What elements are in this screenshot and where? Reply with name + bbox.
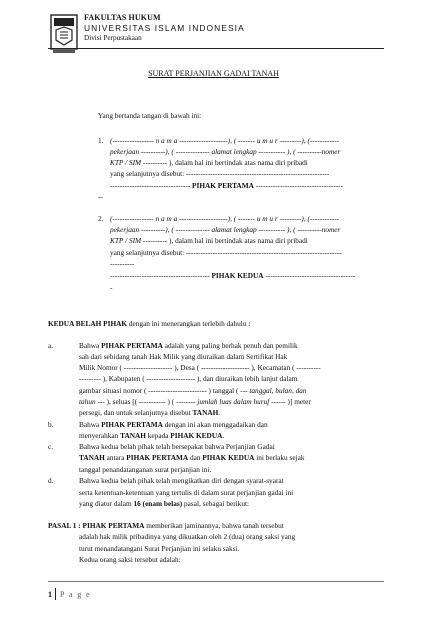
clause-b-l1-c: dengan ini akan menggadaikan dan <box>162 420 268 429</box>
clause-b-letter: b. <box>48 420 54 429</box>
header-divider <box>48 48 384 49</box>
party-2-number: 2. <box>98 214 104 223</box>
page-label: P a g e <box>60 590 92 599</box>
intro-text: Yang bertanda tangan di bawah ini: <box>98 111 202 120</box>
pasal-1-line-1 <box>48 521 284 531</box>
pasal-1-line-3: turut menandatangani Surat Perjanjian ini selaku saksi. <box>79 544 240 553</box>
clause-c-l2-b: antara <box>104 453 127 462</box>
clause-c-line-2 <box>79 453 304 463</box>
pasal-1-line-2: adalah hak milik pribadinya yang dikuatkan oleh 2 (dua) orang saksi yang <box>79 532 296 541</box>
clause-a-line-4: --------- ), Kabupaten ( -------------------- ), dan diuraikan lebih lanjut dalam <box>79 374 298 383</box>
clause-b-line-2 <box>79 431 224 441</box>
clause-c-line-3: tanggal penandatanganan surat perjanjian ini. <box>79 465 212 474</box>
clause-a-l7-c: . <box>218 408 221 417</box>
party-1-dashes-tail: ------------------------------------ <box>253 181 344 190</box>
pasal-1-l1-rest: memberikan jaminannya, bahwa tanah tersebut <box>144 521 284 530</box>
clause-b-l1-b: PIHAK PERTAMA <box>101 420 163 429</box>
clause-b-line-1 <box>79 420 268 430</box>
clause-a-line-7 <box>79 408 220 418</box>
clause-a-letter: a. <box>48 341 54 350</box>
clause-d-line-1: Bahwa kedua belah pihak telah mengikatkan diri dengan syarat-syarat <box>79 476 284 485</box>
party-1-number: 1. <box>98 136 104 145</box>
clause-a-l6-a: tahun <box>79 397 96 406</box>
recital-intro-rest: dengan ini menerangkan terlebih dahulu : <box>127 319 251 328</box>
clause-a-l6-c: jumlah luas dalam huruf <box>197 397 270 406</box>
clause-b-l1-a: Bahwa <box>79 420 102 429</box>
recital-intro <box>48 319 250 329</box>
party-1-line-5 <box>110 181 343 191</box>
clause-d-l3-b: 16 (enam belas) <box>133 499 183 508</box>
party-1-ktp-rest: ---------- ), dalam hal ini bertindak atas nama diri pribadi <box>141 158 308 167</box>
clause-b-l2-d: PIHAK KEDUA <box>170 431 223 440</box>
page-number: 1 <box>48 590 52 599</box>
party-2-dashes: ----------------------------------------- <box>110 271 212 280</box>
party-1-ktp-label: KTP / SIM <box>110 158 142 167</box>
party-1-dashes: --------------------------------- <box>110 181 193 190</box>
division-name: Divisi Perpustakaan <box>84 34 142 42</box>
clause-a-line-5 <box>79 386 307 396</box>
party-1-line-1: (----------------- n a m a --------------------), ( ------- u m u r ---------), (------------ <box>110 136 340 145</box>
clause-a-l6-b: --- ), seluas [( ----------- ) ( -------- <box>95 397 198 406</box>
clause-d-l3-c: pasal, sebagai berikut: <box>182 499 250 508</box>
party-1-designation: PIHAK PERTAMA <box>192 181 254 190</box>
clause-b-l2-c: kepada <box>145 431 171 440</box>
clause-c-l2-a: TANAH <box>79 453 105 462</box>
pasal-1-party: PIHAK PERTAMA <box>82 521 145 530</box>
document-title: SURAT PERJANJIAN GADAI TANAH <box>148 69 279 78</box>
clause-d-line-3 <box>79 499 249 509</box>
clause-a-l1-b: PIHAK PERTAMA <box>101 341 163 350</box>
clause-d-line-2: serta ketentuan-ketentuan yang tertulis di dalam surat perjanjian gadai ini <box>79 488 294 497</box>
clause-b-l2-b: TANAH <box>120 431 146 440</box>
pasal-1-label: PASAL 1 : <box>48 521 83 530</box>
party-2-line-7: - <box>110 283 113 292</box>
page-separator <box>55 588 56 600</box>
recital-parties: KEDUA BELAH PIHAK <box>48 319 128 328</box>
clause-a-l5-a: gambar situasi nomor ( ------------------------ ) tanggal ( --- <box>79 386 250 395</box>
clause-a-l5-b: tanggal, bulan, dan <box>249 386 307 395</box>
clause-c-line-1: Bahwa kedua belah pihak telah bersepakat bahwa Perjanjian Gadai <box>79 442 275 451</box>
clause-c-letter: c. <box>48 442 54 451</box>
clause-c-l2-d: dan <box>188 453 203 462</box>
party-2-line-5: ---------- <box>110 259 135 268</box>
clause-a-l1-a: Bahwa <box>79 341 102 350</box>
clause-c-l2-c: PIHAK PERTAMA <box>126 453 189 462</box>
clause-d-l3-a: yang diatur dalam <box>79 499 134 508</box>
party-2-ktp-label: KTP / SIM <box>110 236 142 245</box>
party-2-ktp-rest: ---------- ), dalam hal ini bertindak atas nama diri pribadi <box>141 236 308 245</box>
clause-b-l2-a: menyerahkan <box>79 431 121 440</box>
clause-b-l2-e: . <box>222 431 225 440</box>
clause-a-line-6 <box>79 397 311 407</box>
party-1-line-3 <box>110 158 308 168</box>
clause-c-l2-f: ini berlaku sejak <box>254 453 305 462</box>
party-1-line-4: yang selanjutnya disebut: ----------------------------------------------------------- <box>110 169 330 178</box>
party-1-line-6: -- <box>98 192 103 201</box>
party-2-dashes-tail: ------------------------------------- <box>263 271 356 280</box>
party-1-line-2: pekerjaan ----------), ( -------------- alamat lengkap ----------- ), ( ----------nomer <box>110 147 341 156</box>
clause-a-line-1 <box>79 341 298 351</box>
faculty-name: FAKULTAS HUKUM <box>84 13 161 22</box>
clause-a-l7-a: persegi, dan untuk selanjutnya disebut <box>79 408 193 417</box>
clause-a-line-3: Milik Nomor ( -------------------- ), Desa ( -------------------- ), Kecamatan ( ---------- <box>79 363 321 372</box>
clause-d-letter: d. <box>48 476 54 485</box>
footer-divider <box>48 581 384 582</box>
party-2-line-4: yang selanjutnya disebut: ---------------------------------------------------------------- <box>110 248 342 257</box>
party-2-designation: PIHAK KEDUA <box>211 271 264 280</box>
pasal-1-line-4: Kedua orang saksi tersebut adalah: <box>79 555 181 564</box>
clause-a-line-2: sah dari sebidang tanah Hak Milik yang diuraikan dalam Sertifikat Hak <box>79 352 288 361</box>
party-2-line-6 <box>110 271 355 281</box>
clause-a-l6-d: ------ )] meter <box>269 397 311 406</box>
clause-a-l7-b: TANAH <box>192 408 219 417</box>
party-2-line-2: pekerjaan ----------), ( -------------- alamat lengkap ----------- ), ( ----------nomer <box>110 225 341 234</box>
clause-a-l1-c: adalah yang paling berhak penuh dan pemilik <box>162 341 298 350</box>
university-name: UNIVERSITAS ISLAM INDONESIA <box>84 23 245 33</box>
clause-c-l2-e: PIHAK KEDUA <box>202 453 255 462</box>
party-2-line-1: (----------------- n a m a --------------------), ( ------- u m u r ---------), (------------ <box>110 214 340 223</box>
party-2-line-3 <box>110 236 308 246</box>
